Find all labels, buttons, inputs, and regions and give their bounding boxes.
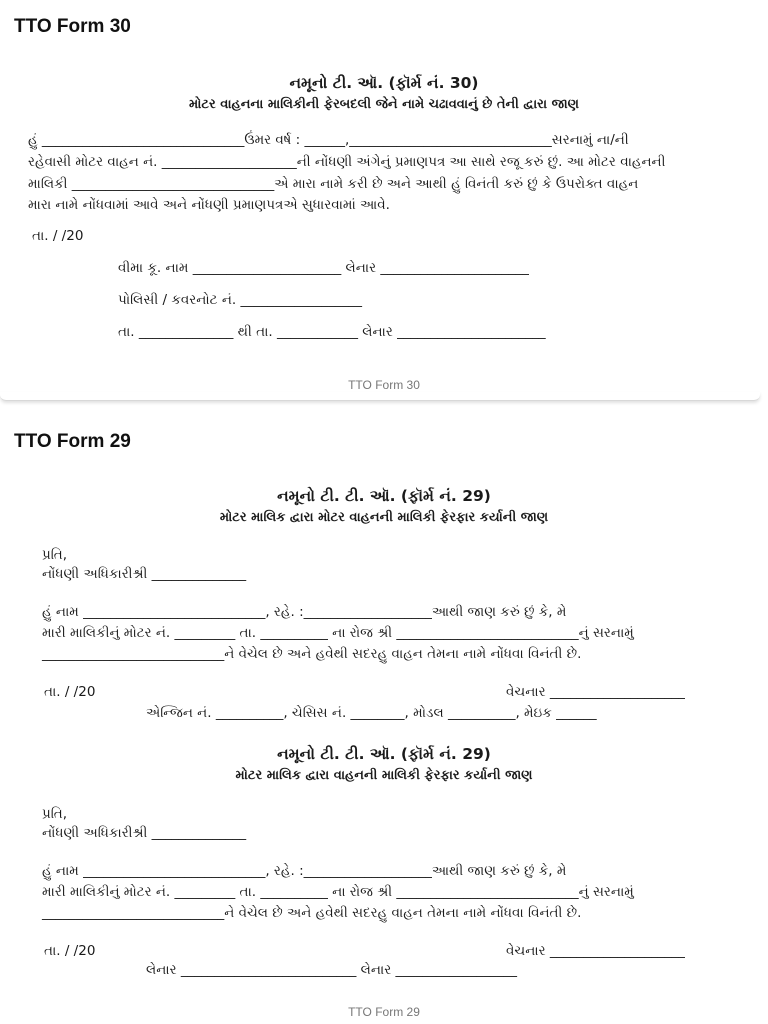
- form30-date: તા. / /20: [32, 228, 84, 244]
- form29-footer: TTO Form 29: [348, 1005, 420, 1019]
- form29-title: નમૂનો ટી. ટી. ઑ. (ફૉર્મ નં. 29): [277, 487, 491, 505]
- form29-title-2: નમૂનો ટી. ટી. ઑ. (ફૉર્મ નં. 29): [277, 745, 491, 763]
- form29-line-2: મારી માલિકીનું મોટર નં. _________ તા. __________ ના રોજ શ્રી ___________________________નું સરનામું: [42, 625, 634, 641]
- form29-seller-signature-2: વેચનાર ____________________: [506, 943, 685, 959]
- form29-to-2: પ્રતિ,: [42, 806, 68, 822]
- form30-footer: TTO Form 30: [348, 378, 420, 392]
- form29-subtitle: મોટર માલિક દ્વારા મોટર વાહનની માલિકી ફેરફાર કર્યાની જાણ: [219, 510, 549, 525]
- form30-body-line-1: હું ______________________________ઉંમર વર્ષ : ______,______________________________સરનામું ના/ની: [28, 132, 629, 148]
- form30-insurance-line: વીમા કૂ. નામ ______________________ લેનાર ______________________: [118, 260, 529, 276]
- form30-title: નમૂનો ટી. ઑ. (ફૉર્મ નં. 30): [289, 74, 479, 92]
- form30-body-line-3: માલિકી ______________________________એ મારા નામે કરી છે અને આથી હું વિનંતી કરું છું કે ઉપરોક્ત વાહન: [28, 176, 639, 192]
- form29-date-2: તા. / /20: [44, 943, 96, 959]
- form29-to: પ્રતિ,: [42, 547, 68, 563]
- form29-officer-2: નોંધણી અધિકારીશ્રી ______________: [42, 825, 247, 841]
- form29-line-1: હું નામ ___________________________, રહે. :___________________આથી જાણ કરું છું કે, મે: [42, 604, 567, 620]
- form30-heading: TTO Form 30: [14, 16, 131, 37]
- form30-subtitle: મોટર વાહનના માલિકીની ફેરબદલી જેને નામે ચઢાવવાનું છે તેની દ્વારા જાણ: [188, 97, 580, 112]
- page-divider: [0, 392, 760, 401]
- form30-policy-line: પોલિસી / કવરનોટ નં. __________________: [118, 292, 362, 308]
- form29-officer: નોંધણી અધિકારીશ્રી ______________: [42, 566, 247, 582]
- form30-period-line: તા. ______________ થી તા. ____________ લેનાર ______________________: [118, 324, 546, 340]
- form29-seller-signature: વેચનાર ____________________: [506, 684, 685, 700]
- form29-date: તા. / /20: [44, 684, 96, 700]
- form29-vehicle-details: એન્જિન નં. __________, ચેસિસ નં. ________, મોડલ __________, મેઇક ______: [146, 705, 597, 721]
- form29-line-2-2: મારી માલિકીનું મોટર નં. _________ તા. __________ ના રોજ શ્રી ___________________________નું સરનામું: [42, 884, 634, 900]
- form29-subtitle-2: મોટર માલિક દ્વારા વાહનની માલિકી ફેરફાર કર્યાની જાણ: [235, 768, 533, 783]
- form29-heading: TTO Form 29: [14, 431, 131, 452]
- form29-line-3: ___________________________ને વેચેલ છે અને હવેથી સદરહુ વાહન તેમના નામે નોંધવા વિનંતી છે.: [42, 646, 582, 662]
- form30-body-line-4: મારા નામે નોંધવામાં આવે અને નોંધણી પ્રમાણપત્રએ સુધારવામાં આવે.: [28, 197, 390, 213]
- form29-line-3-2: ___________________________ને વેચેલ છે અને હવેથી સદરહુ વાહન તેમના નામે નોંધવા વિનંતી છે.: [42, 905, 582, 921]
- form30-body-line-2: રહેવાસી મોટર વાહન નં. ____________________ની નોંધણી અંગેનું પ્રમાણપત્ર આ સાથે રજૂ કરું છું. આ મોટર વાહનની: [28, 154, 666, 170]
- form29-line-1-2: હું નામ ___________________________, રહે. :___________________આથી જાણ કરું છું કે, મે: [42, 863, 567, 879]
- form29-buyer-signatures: લેનાર __________________________ લેનાર __________________: [146, 962, 517, 978]
